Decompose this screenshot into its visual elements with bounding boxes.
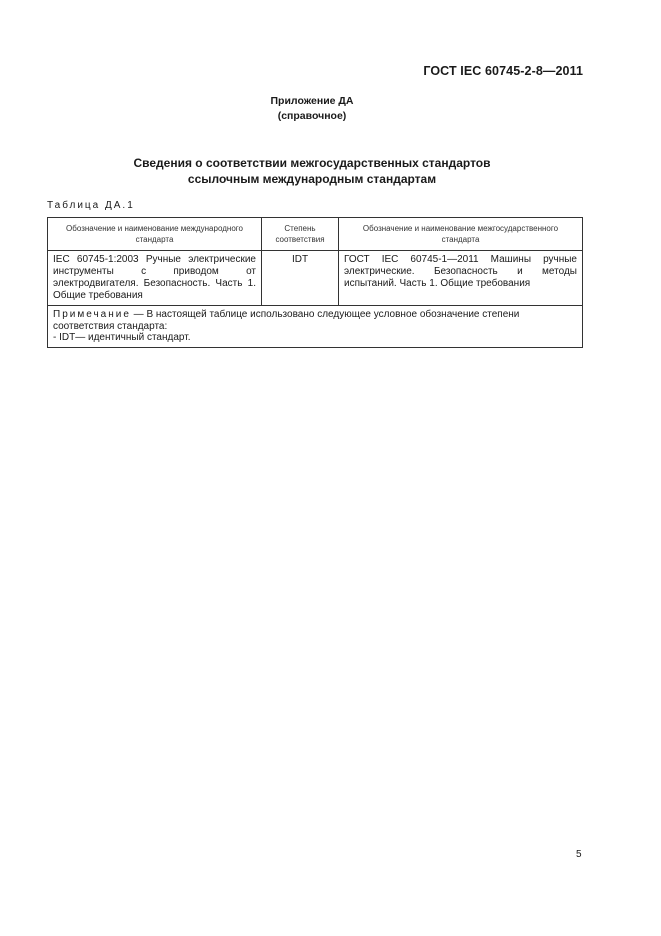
note-text: — В настоящей таблице использовано следующее условное обозначение степени соответствия стандарта: <box>53 309 520 332</box>
note-prefix: Примечание <box>53 309 131 320</box>
appendix-title: Приложение ДА <box>270 95 354 107</box>
document-code: ГОСТ IEC 60745-2-8—2011 <box>423 64 583 78</box>
cell-international-standard: IEC 60745-1:2003 Ручные электрические инструменты с приводом от электродвигателя. Безопасность. Часть 1. Общие требования <box>48 251 262 306</box>
note-item: - IDT— идентичный стандарт. <box>53 332 191 343</box>
appendix-subtitle: (справочное) <box>277 110 347 122</box>
page-number: 5 <box>576 849 582 860</box>
cell-interstate-standard: ГОСТ IEC 60745-1—2011 Машины ручные электрические. Безопасность и методы испытаний. Часть 1. Общие требования <box>339 251 583 306</box>
table-header-row <box>48 218 583 251</box>
heading-line-1: Сведения о соответствии межгосударственных стандартов <box>133 156 491 170</box>
column-header-degree: Степень соответствия <box>262 218 339 251</box>
cell-degree: IDT <box>262 251 339 306</box>
table-note-row <box>48 306 583 348</box>
appendix-block <box>0 94 624 124</box>
heading-line-2: ссылочным международным стандартам <box>187 172 437 186</box>
correspondence-table <box>47 217 583 348</box>
column-header-international: Обозначение и наименование международного стандарта <box>48 218 262 251</box>
section-heading <box>0 155 624 187</box>
table-row <box>48 251 583 306</box>
column-header-interstate: Обозначение и наименование межгосударственного стандарта <box>339 218 583 251</box>
table-note <box>48 306 583 348</box>
table-caption: Таблица ДА.1 <box>47 200 135 211</box>
